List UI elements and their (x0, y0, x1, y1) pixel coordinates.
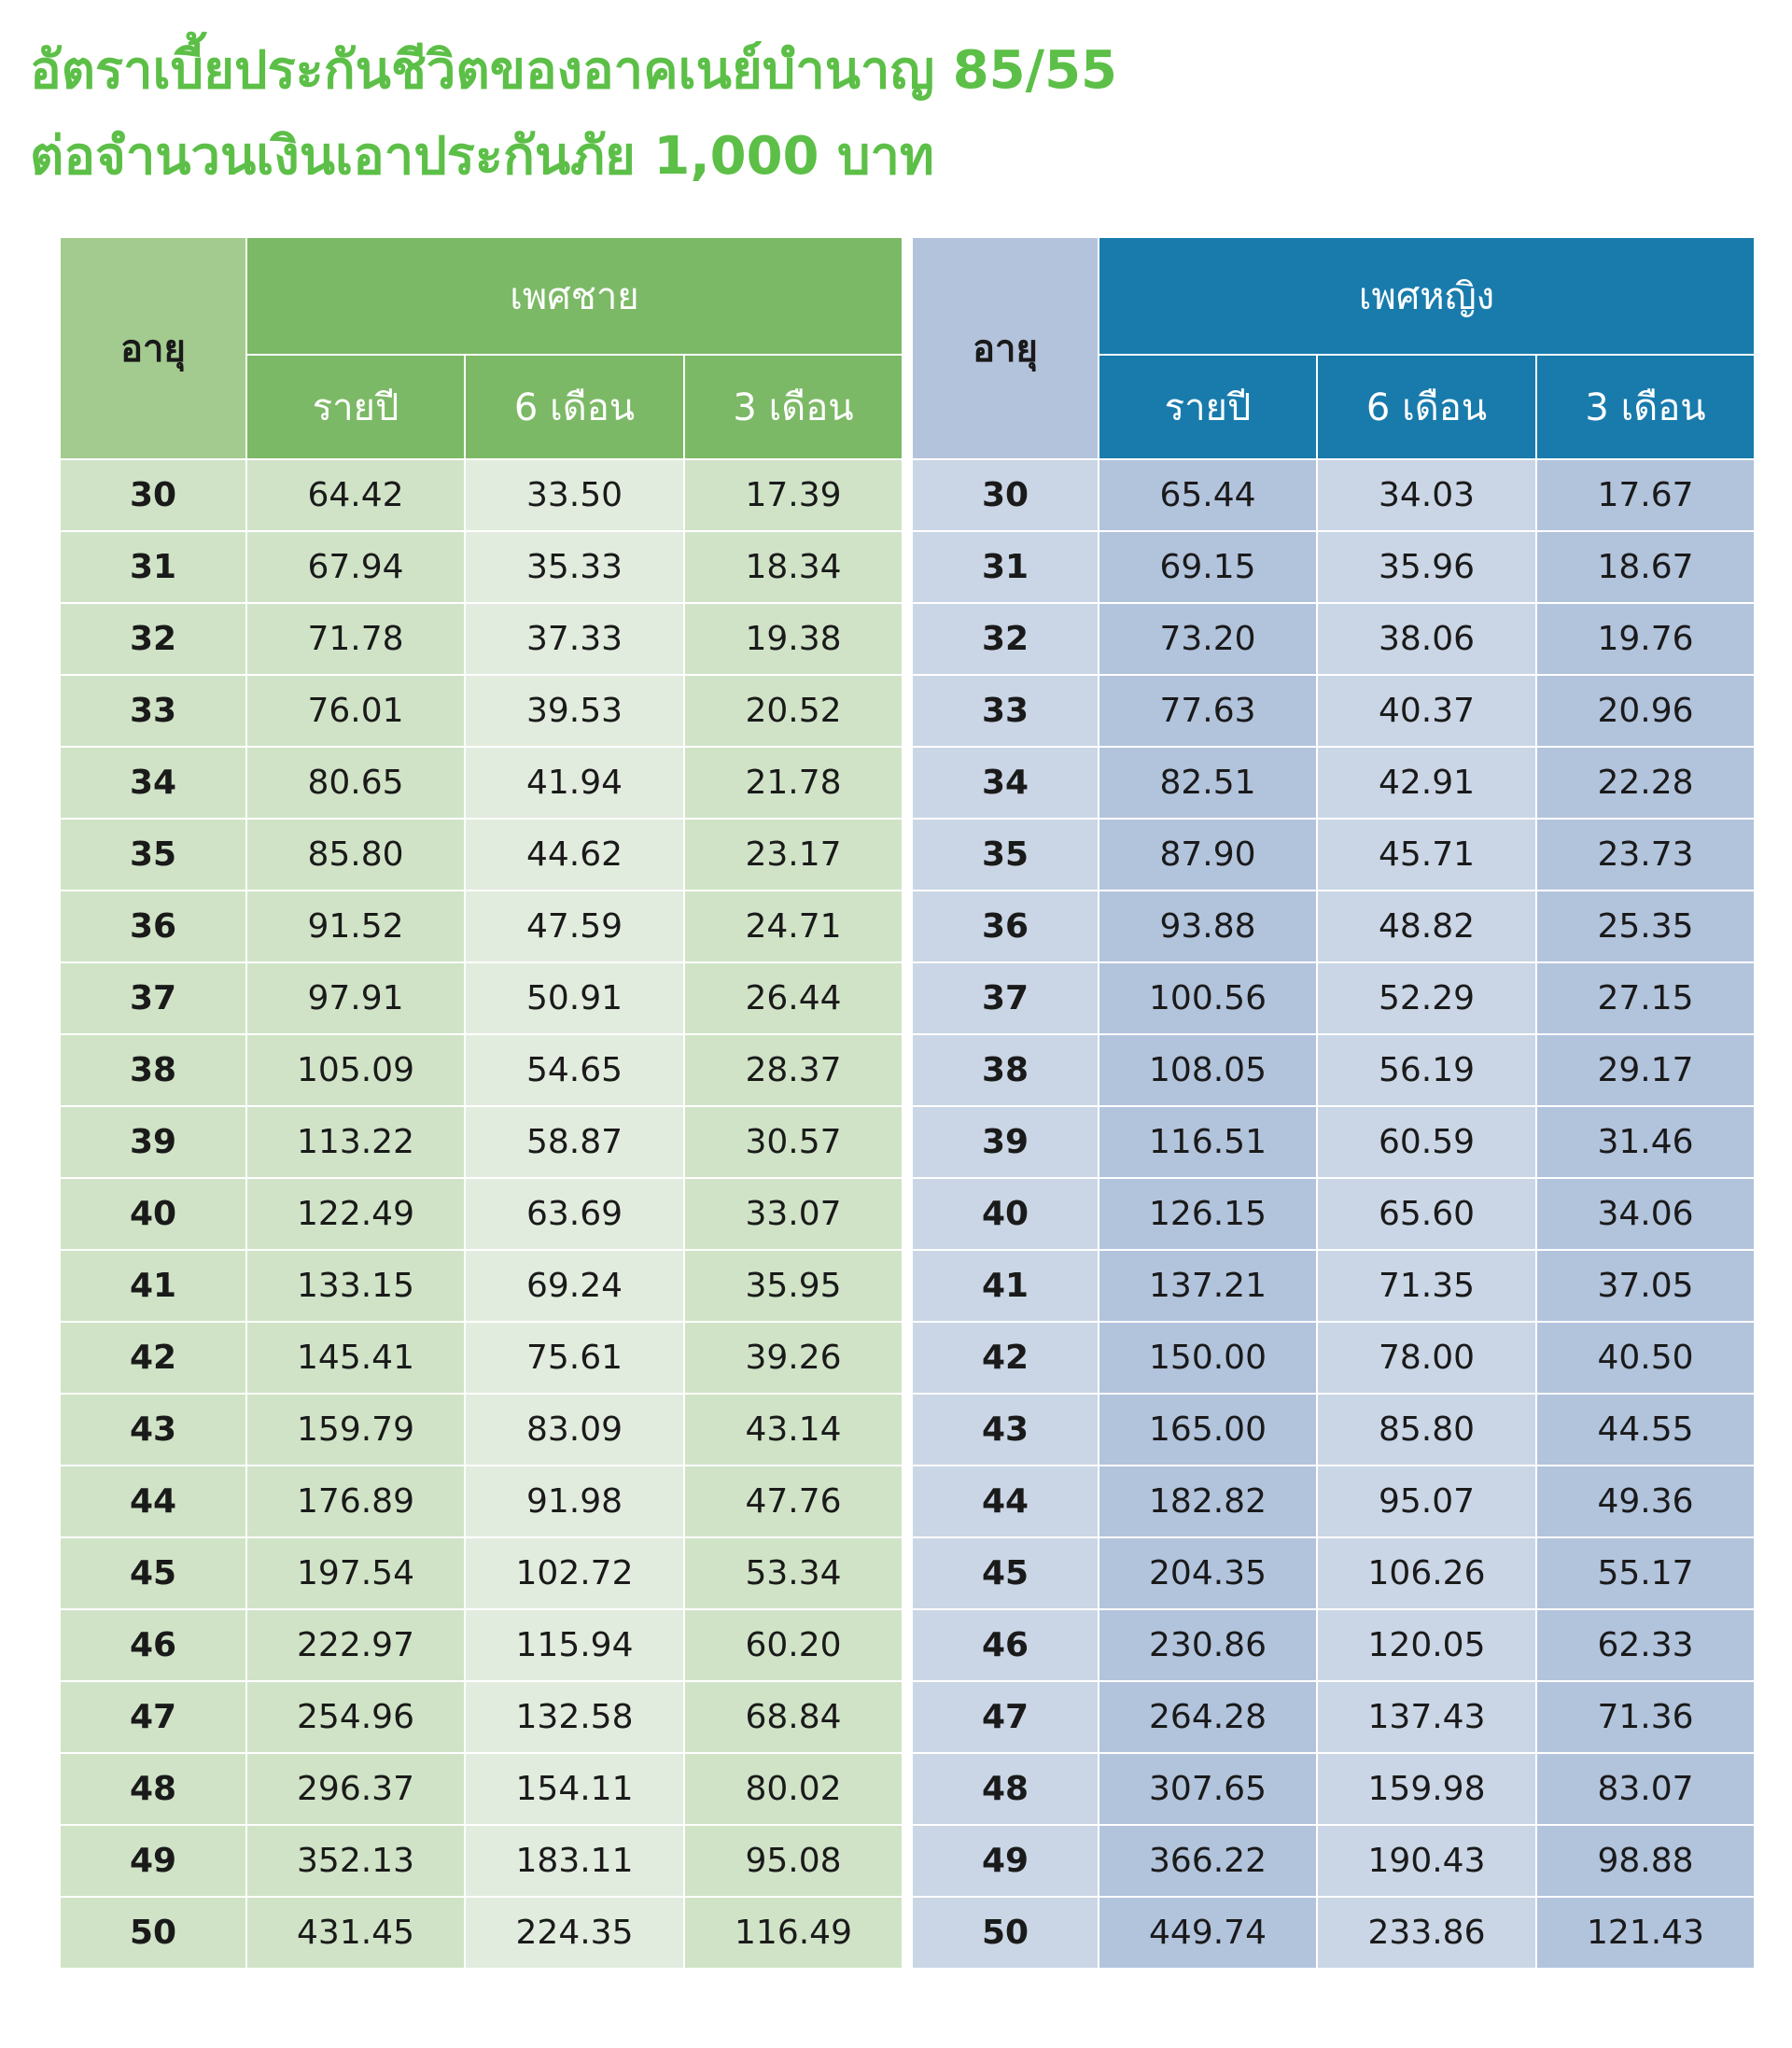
three-month-cell: 17.67 (1536, 459, 1755, 531)
three-month-cell: 30.57 (684, 1106, 903, 1178)
annual-cell: 449.74 (1099, 1897, 1317, 1969)
six-month-cell: 47.59 (465, 891, 684, 962)
age-cell: 34 (912, 747, 1099, 819)
annual-cell: 87.90 (1099, 819, 1317, 891)
six-month-cell: 48.82 (1317, 891, 1536, 962)
annual-cell: 69.15 (1099, 531, 1317, 603)
table-row (912, 1106, 1755, 1178)
three-month-cell: 27.15 (1536, 962, 1755, 1034)
six-month-cell: 190.43 (1317, 1825, 1536, 1897)
three-month-cell: 29.17 (1536, 1034, 1755, 1106)
three-month-cell: 20.96 (1536, 675, 1755, 747)
table-row (60, 1537, 903, 1609)
annual-cell: 133.15 (246, 1250, 465, 1322)
three-month-cell: 53.34 (684, 1537, 903, 1609)
table-row (60, 1466, 903, 1537)
six-month-cell: 183.11 (465, 1825, 684, 1897)
annual-cell: 71.78 (246, 603, 465, 675)
annual-cell: 64.42 (246, 459, 465, 531)
annual-cell: 366.22 (1099, 1825, 1317, 1897)
table-row (912, 747, 1755, 819)
age-cell: 37 (60, 962, 246, 1034)
age-cell: 45 (60, 1537, 246, 1609)
female-col-3month: 3 เดือน (1536, 355, 1755, 459)
table-row (60, 1897, 903, 1969)
six-month-cell: 52.29 (1317, 962, 1536, 1034)
three-month-cell: 95.08 (684, 1825, 903, 1897)
annual-cell: 67.94 (246, 531, 465, 603)
age-cell: 49 (912, 1825, 1099, 1897)
six-month-cell: 65.60 (1317, 1178, 1536, 1250)
three-month-cell: 39.26 (684, 1322, 903, 1394)
annual-cell: 222.97 (246, 1609, 465, 1681)
table-row (60, 459, 903, 531)
three-month-cell: 40.50 (1536, 1322, 1755, 1394)
annual-cell: 97.91 (246, 962, 465, 1034)
six-month-cell: 39.53 (465, 675, 684, 747)
age-cell: 48 (912, 1753, 1099, 1825)
table-row (60, 1178, 903, 1250)
three-month-cell: 43.14 (684, 1394, 903, 1466)
annual-cell: 85.80 (246, 819, 465, 891)
six-month-cell: 69.24 (465, 1250, 684, 1322)
age-cell: 34 (60, 747, 246, 819)
age-cell: 47 (60, 1681, 246, 1753)
age-cell: 31 (60, 531, 246, 603)
six-month-cell: 106.26 (1317, 1537, 1536, 1609)
table-row (60, 1034, 903, 1106)
three-month-cell: 26.44 (684, 962, 903, 1034)
annual-cell: 264.28 (1099, 1681, 1317, 1753)
age-cell: 37 (912, 962, 1099, 1034)
three-month-cell: 35.95 (684, 1250, 903, 1322)
female-group-header: เพศหญิง (1099, 237, 1755, 355)
six-month-cell: 132.58 (465, 1681, 684, 1753)
three-month-cell: 60.20 (684, 1609, 903, 1681)
annual-cell: 296.37 (246, 1753, 465, 1825)
three-month-cell: 121.43 (1536, 1897, 1755, 1969)
table-row (60, 675, 903, 747)
age-cell: 44 (912, 1466, 1099, 1537)
three-month-cell: 83.07 (1536, 1753, 1755, 1825)
table-row (912, 1322, 1755, 1394)
three-month-cell: 62.33 (1536, 1609, 1755, 1681)
table-row (60, 603, 903, 675)
three-month-cell: 18.34 (684, 531, 903, 603)
age-cell: 49 (60, 1825, 246, 1897)
age-cell: 33 (912, 675, 1099, 747)
male-col-annual: รายปี (246, 355, 465, 459)
annual-cell: 76.01 (246, 675, 465, 747)
three-month-cell: 98.88 (1536, 1825, 1755, 1897)
age-cell: 43 (60, 1394, 246, 1466)
table-row (60, 1681, 903, 1753)
table-row (912, 531, 1755, 603)
age-cell: 32 (60, 603, 246, 675)
female-age-header: อายุ (912, 237, 1099, 459)
table-row (912, 1250, 1755, 1322)
table-row (912, 1825, 1755, 1897)
table-row (60, 962, 903, 1034)
age-cell: 36 (912, 891, 1099, 962)
female-col-annual: รายปี (1099, 355, 1317, 459)
annual-cell: 73.20 (1099, 603, 1317, 675)
three-month-cell: 80.02 (684, 1753, 903, 1825)
table-row (60, 531, 903, 603)
annual-cell: 352.13 (246, 1825, 465, 1897)
three-month-cell: 21.78 (684, 747, 903, 819)
age-cell: 50 (912, 1897, 1099, 1969)
page-title (30, 28, 1117, 200)
three-month-cell: 23.73 (1536, 819, 1755, 891)
six-month-cell: 83.09 (465, 1394, 684, 1466)
table-row (60, 1825, 903, 1897)
three-month-cell: 37.05 (1536, 1250, 1755, 1322)
male-table-body (60, 459, 903, 1969)
six-month-cell: 50.91 (465, 962, 684, 1034)
age-cell: 41 (912, 1250, 1099, 1322)
male-col-6month: 6 เดือน (465, 355, 684, 459)
three-month-cell: 19.76 (1536, 603, 1755, 675)
six-month-cell: 37.33 (465, 603, 684, 675)
annual-cell: 176.89 (246, 1466, 465, 1537)
age-cell: 50 (60, 1897, 246, 1969)
age-cell: 46 (912, 1609, 1099, 1681)
annual-cell: 165.00 (1099, 1394, 1317, 1466)
table-row (912, 603, 1755, 675)
annual-cell: 122.49 (246, 1178, 465, 1250)
age-cell: 43 (912, 1394, 1099, 1466)
six-month-cell: 38.06 (1317, 603, 1536, 675)
three-month-cell: 44.55 (1536, 1394, 1755, 1466)
three-month-cell: 116.49 (684, 1897, 903, 1969)
table-row (912, 1681, 1755, 1753)
age-cell: 30 (912, 459, 1099, 531)
table-row (60, 891, 903, 962)
annual-cell: 91.52 (246, 891, 465, 962)
table-row (60, 747, 903, 819)
male-age-header: อายุ (60, 237, 246, 459)
table-row (912, 675, 1755, 747)
three-month-cell: 22.28 (1536, 747, 1755, 819)
age-cell: 47 (912, 1681, 1099, 1753)
six-month-cell: 154.11 (465, 1753, 684, 1825)
six-month-cell: 71.35 (1317, 1250, 1536, 1322)
annual-cell: 197.54 (246, 1537, 465, 1609)
six-month-cell: 44.62 (465, 819, 684, 891)
age-cell: 35 (60, 819, 246, 891)
six-month-cell: 58.87 (465, 1106, 684, 1178)
table-row (912, 1034, 1755, 1106)
table-row (60, 1250, 903, 1322)
three-month-cell: 23.17 (684, 819, 903, 891)
table-row (912, 962, 1755, 1034)
annual-cell: 159.79 (246, 1394, 465, 1466)
six-month-cell: 78.00 (1317, 1322, 1536, 1394)
annual-cell: 137.21 (1099, 1250, 1317, 1322)
six-month-cell: 75.61 (465, 1322, 684, 1394)
age-cell: 31 (912, 531, 1099, 603)
three-month-cell: 17.39 (684, 459, 903, 531)
rate-tables (59, 236, 1756, 1970)
six-month-cell: 159.98 (1317, 1753, 1536, 1825)
female-col-6month: 6 เดือน (1317, 355, 1536, 459)
annual-cell: 93.88 (1099, 891, 1317, 962)
annual-cell: 82.51 (1099, 747, 1317, 819)
table-row (912, 1897, 1755, 1969)
three-month-cell: 33.07 (684, 1178, 903, 1250)
table-row (912, 1753, 1755, 1825)
annual-cell: 230.86 (1099, 1609, 1317, 1681)
annual-cell: 431.45 (246, 1897, 465, 1969)
three-month-cell: 28.37 (684, 1034, 903, 1106)
age-cell: 35 (912, 819, 1099, 891)
table-row (60, 1322, 903, 1394)
three-month-cell: 18.67 (1536, 531, 1755, 603)
annual-cell: 254.96 (246, 1681, 465, 1753)
annual-cell: 113.22 (246, 1106, 465, 1178)
three-month-cell: 20.52 (684, 675, 903, 747)
six-month-cell: 45.71 (1317, 819, 1536, 891)
age-cell: 42 (60, 1322, 246, 1394)
six-month-cell: 91.98 (465, 1466, 684, 1537)
six-month-cell: 102.72 (465, 1537, 684, 1609)
annual-cell: 77.63 (1099, 675, 1317, 747)
annual-cell: 65.44 (1099, 459, 1317, 531)
table-row (912, 1178, 1755, 1250)
three-month-cell: 55.17 (1536, 1537, 1755, 1609)
male-group-header: เพศชาย (246, 237, 903, 355)
female-rate-table (911, 236, 1756, 1970)
six-month-cell: 60.59 (1317, 1106, 1536, 1178)
six-month-cell: 233.86 (1317, 1897, 1536, 1969)
annual-cell: 145.41 (246, 1322, 465, 1394)
annual-cell: 116.51 (1099, 1106, 1317, 1178)
six-month-cell: 85.80 (1317, 1394, 1536, 1466)
table-row (60, 1753, 903, 1825)
six-month-cell: 40.37 (1317, 675, 1536, 747)
annual-cell: 204.35 (1099, 1537, 1317, 1609)
age-cell: 42 (912, 1322, 1099, 1394)
table-row (912, 1609, 1755, 1681)
six-month-cell: 42.91 (1317, 747, 1536, 819)
table-row (912, 1394, 1755, 1466)
three-month-cell: 49.36 (1536, 1466, 1755, 1537)
age-cell: 40 (60, 1178, 246, 1250)
annual-cell: 108.05 (1099, 1034, 1317, 1106)
age-cell: 38 (912, 1034, 1099, 1106)
six-month-cell: 120.05 (1317, 1609, 1536, 1681)
table-row (912, 1466, 1755, 1537)
annual-cell: 105.09 (246, 1034, 465, 1106)
table-row (60, 1106, 903, 1178)
six-month-cell: 224.35 (465, 1897, 684, 1969)
age-cell: 38 (60, 1034, 246, 1106)
three-month-cell: 31.46 (1536, 1106, 1755, 1178)
table-row (912, 1537, 1755, 1609)
table-row (60, 1394, 903, 1466)
six-month-cell: 56.19 (1317, 1034, 1536, 1106)
six-month-cell: 63.69 (465, 1178, 684, 1250)
age-cell: 44 (60, 1466, 246, 1537)
six-month-cell: 115.94 (465, 1609, 684, 1681)
six-month-cell: 35.33 (465, 531, 684, 603)
annual-cell: 80.65 (246, 747, 465, 819)
age-cell: 40 (912, 1178, 1099, 1250)
three-month-cell: 25.35 (1536, 891, 1755, 962)
title-line-2: ต่อจำนวนเงินเอาประกันภัย 1,000 บาท (30, 126, 934, 187)
female-table-body (912, 459, 1755, 1969)
table-row (912, 459, 1755, 531)
table-row (912, 819, 1755, 891)
six-month-cell: 41.94 (465, 747, 684, 819)
six-month-cell: 35.96 (1317, 531, 1536, 603)
three-month-cell: 34.06 (1536, 1178, 1755, 1250)
three-month-cell: 47.76 (684, 1466, 903, 1537)
age-cell: 41 (60, 1250, 246, 1322)
age-cell: 39 (60, 1106, 246, 1178)
table-row (60, 819, 903, 891)
age-cell: 39 (912, 1106, 1099, 1178)
age-cell: 30 (60, 459, 246, 531)
three-month-cell: 68.84 (684, 1681, 903, 1753)
six-month-cell: 95.07 (1317, 1466, 1536, 1537)
male-col-3month: 3 เดือน (684, 355, 903, 459)
annual-cell: 150.00 (1099, 1322, 1317, 1394)
title-line-1: อัตราเบี้ยประกันชีวิตของอาคเนย์บำนาญ 85/55 (30, 40, 1118, 101)
six-month-cell: 33.50 (465, 459, 684, 531)
annual-cell: 182.82 (1099, 1466, 1317, 1537)
table-row (60, 1609, 903, 1681)
male-rate-table (59, 236, 903, 1970)
three-month-cell: 71.36 (1536, 1681, 1755, 1753)
table-row (912, 891, 1755, 962)
six-month-cell: 137.43 (1317, 1681, 1536, 1753)
six-month-cell: 34.03 (1317, 459, 1536, 531)
age-cell: 48 (60, 1753, 246, 1825)
three-month-cell: 19.38 (684, 603, 903, 675)
six-month-cell: 54.65 (465, 1034, 684, 1106)
age-cell: 45 (912, 1537, 1099, 1609)
age-cell: 32 (912, 603, 1099, 675)
age-cell: 33 (60, 675, 246, 747)
annual-cell: 100.56 (1099, 962, 1317, 1034)
annual-cell: 307.65 (1099, 1753, 1317, 1825)
age-cell: 36 (60, 891, 246, 962)
annual-cell: 126.15 (1099, 1178, 1317, 1250)
three-month-cell: 24.71 (684, 891, 903, 962)
age-cell: 46 (60, 1609, 246, 1681)
